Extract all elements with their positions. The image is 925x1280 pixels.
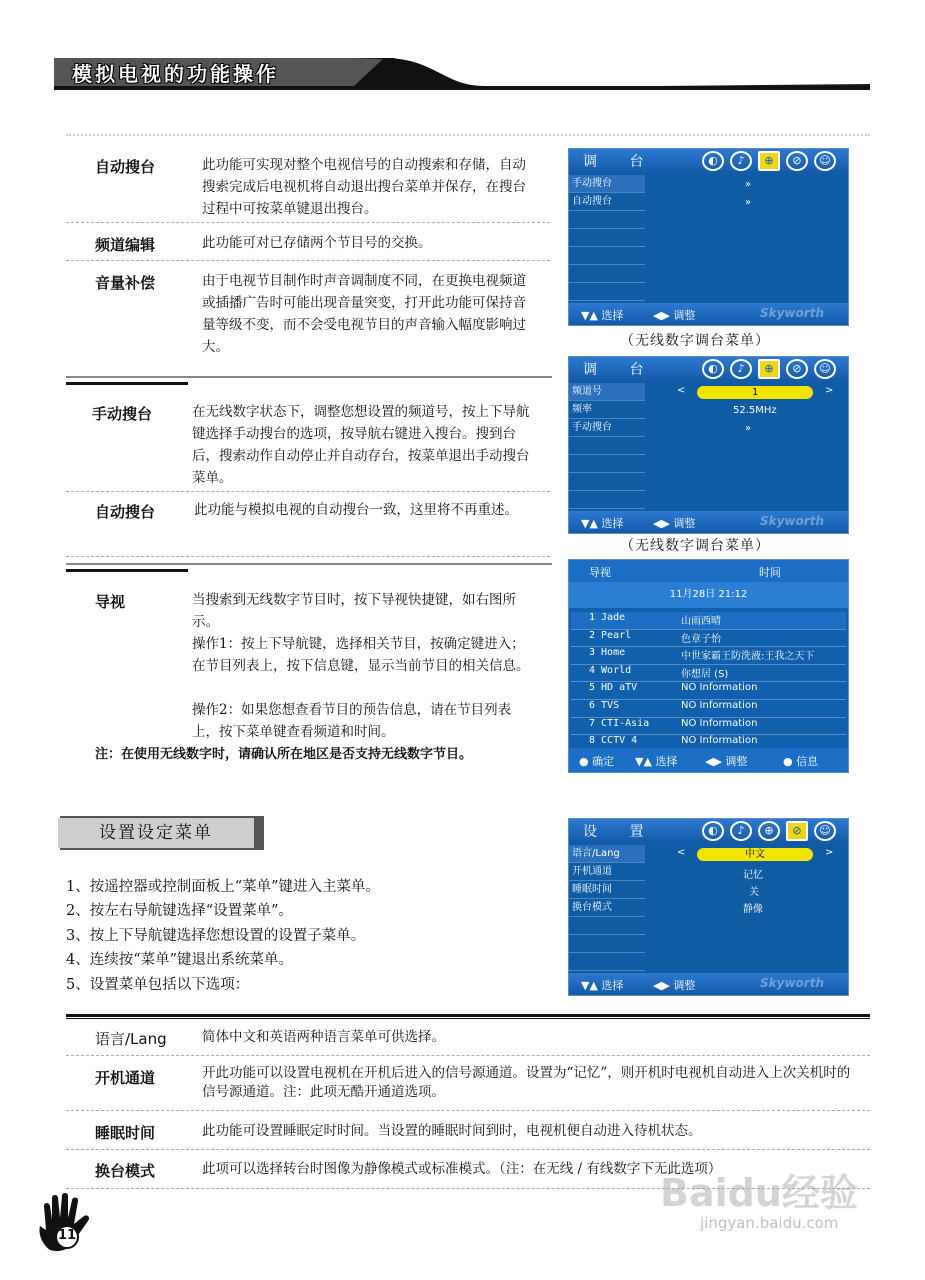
guide-row[interactable]	[571, 612, 846, 630]
menu-item[interactable]: 频率	[569, 401, 645, 419]
guide-program: NO Information	[681, 735, 758, 747]
desc-volume-comp: 由于电视节目制作时声音调制度不同，在更换电视频道或插播广告时可能出现音量突变，打开此功能可保持音量等级不变，而不会受电视节目的声音输入幅度影响过大。	[202, 273, 526, 355]
tv-title: 调 台	[583, 362, 658, 378]
rule	[66, 569, 188, 572]
function-icon: ☺	[814, 151, 836, 171]
divider	[66, 556, 550, 557]
tv-menu-manual-scan: 调 台 ◐ ♪ ⊕ ⊘ ☺ 频道号 频率 手动搜台 < 1 > 52.5MHz » ▼▲ 选择 ◀▶ 调整 Skyworth	[568, 356, 849, 534]
footer-adjust: ◀▶ 调整	[653, 979, 696, 992]
desc-language: 简体中文和英语两种语言菜单可供选择。	[202, 1029, 445, 1045]
tv-title: 调 台	[583, 154, 658, 170]
term-power-on-source: 开机通道	[95, 1069, 156, 1087]
guide-row[interactable]	[571, 718, 846, 736]
tv-menu-scan	[568, 148, 849, 326]
desc-channel-edit: 此功能可对已存储两个节目号的交换。	[202, 235, 432, 251]
guide-row[interactable]	[571, 682, 846, 700]
channel-value[interactable]: 1	[697, 386, 813, 399]
frequency-value: 52.5MHz	[733, 405, 777, 416]
guide-row[interactable]	[571, 665, 846, 683]
watermark-url: jingyan.baidu.com	[700, 1214, 839, 1232]
brand-logo: Skyworth	[760, 514, 824, 528]
step: 3、按上下导航键选择您想设置的设置子菜单。	[66, 927, 366, 944]
desc-guide: 当搜索到无线数字节目时，按下导视快捷键，如右图所示。	[192, 592, 516, 630]
guide-channel: 7 CTI-Asia	[589, 717, 650, 729]
guide-channel: 6 TVS	[589, 699, 620, 711]
rule	[66, 1018, 870, 1019]
term-auto-scan: 自动搜台	[95, 158, 156, 176]
guide-channel: 1 Jade	[589, 612, 626, 623]
note: 注：在使用无线数字时，请确认所在地区是否支持无线数字节目。	[95, 747, 473, 762]
menu-value: »	[745, 179, 752, 190]
menu-item[interactable]: 自动搜台	[569, 193, 645, 211]
term-switch-mode: 换台模式	[95, 1162, 156, 1180]
term-channel-edit: 频道编辑	[95, 236, 156, 254]
footer-ok: ● 确定	[579, 755, 615, 768]
sound-icon: ♪	[730, 359, 752, 379]
term-auto-scan-digital: 自动搜台	[95, 503, 156, 521]
footer-adjust: ◀▶ 调整	[705, 755, 748, 768]
desc-switch-mode: 此项可以选择转台时图像为静像模式或标准模式。（注：在无线 / 有线数字下无此选项）	[202, 1161, 722, 1177]
guide-program: 色章子怡	[681, 633, 721, 645]
menu-value: »	[745, 197, 752, 208]
scan-value: »	[745, 423, 752, 434]
brand-logo: Skyworth	[760, 306, 824, 320]
desc-auto-scan-digital: 此功能与模拟电视的自动搜台一致，这里将不再重述。	[194, 502, 518, 518]
footer-select: ▼▲ 选择	[581, 309, 624, 322]
sound-icon: ♪	[730, 821, 752, 841]
guide-channel: 4 World	[589, 664, 632, 676]
term-sleep-timer: 睡眠时间	[95, 1124, 156, 1142]
tv-guide	[568, 559, 849, 773]
page-number: 11	[57, 1228, 77, 1243]
menu-value: 静像	[743, 904, 763, 915]
menu-item[interactable]: 换台模式	[569, 899, 645, 917]
channel-icon: ⊕	[758, 821, 780, 841]
desc-guide-op1: 操作1：按上下导航键，选择相关节目，按确定键进入；在节目列表上，按下信息键，显示当前节目的相关信息。	[192, 636, 530, 674]
footer-select: ▼▲ 选择	[581, 517, 624, 530]
rule	[66, 382, 188, 385]
desc-guide-op2: 操作2：如果您想查看节目的预告信息，请在节目列表上，按下菜单键查看频道和时间。	[192, 702, 512, 740]
footer-adjust: ◀▶ 调整	[653, 309, 696, 322]
footer-info: ● 信息	[783, 755, 819, 768]
guide-row[interactable]	[571, 647, 846, 665]
language-value[interactable]: 中文	[697, 848, 813, 861]
settings-icon: ⊘	[786, 359, 808, 379]
menu-item[interactable]: 频道号	[569, 383, 645, 401]
watermark: Baidu经验	[660, 1171, 858, 1215]
desc-auto-scan: 此功能可实现对整个电视信号的自动搜索和存储，自动搜索完成后电视机将自动退出搜台菜单并保存，在搜台过程中可按菜单键退出搜台。	[202, 157, 526, 217]
menu-item[interactable]: 手动搜台	[569, 419, 645, 437]
footer-select: ▼▲ 选择	[635, 755, 678, 768]
brand-logo: Skyworth	[760, 976, 824, 990]
page-title: 模拟电视的功能操作	[72, 62, 279, 86]
tv-title: 设 置	[583, 824, 658, 840]
guide-program: NO Information	[681, 682, 758, 694]
function-icon: ☺	[814, 359, 836, 379]
caption: （无线数字调台菜单）	[620, 538, 770, 554]
divider	[66, 260, 550, 261]
step: 1、按遥控器或控制面板上“菜单”键进入主菜单。	[66, 879, 381, 895]
desc-manual-scan: 在无线数字状态下，调整您想设置的频道号，按上下导航键选择手动搜台的选项，按导航右键进入搜台。搜到台后，搜索动作自动停止并自动存台，按菜单退出手动搜台菜单。	[192, 404, 530, 486]
footer-select: ▼▲ 选择	[581, 979, 624, 992]
guide-program: NO Information	[681, 717, 758, 729]
menu-value: 关	[749, 887, 759, 898]
settings-icon: ⊘	[786, 151, 808, 171]
menu-item[interactable]: 语言/Lang	[569, 845, 645, 863]
guide-row[interactable]	[571, 700, 846, 718]
guide-channel: 2 Pearl	[589, 629, 632, 641]
step: 2、按左右导航键选择“设置菜单”。	[66, 903, 294, 920]
caption: （无线数字调台菜单）	[620, 333, 770, 349]
hand-icon	[36, 1190, 98, 1256]
channel-icon: ⊕	[758, 151, 780, 171]
guide-list	[571, 612, 846, 753]
picture-icon: ◐	[702, 359, 724, 379]
guide-program: 中世家霸王防洗液:王我之天下	[681, 651, 815, 663]
settings-icon: ⊘	[786, 821, 808, 841]
menu-item[interactable]: 手动搜台	[569, 175, 645, 193]
desc-power-on-source: 开此功能可以设置电视机在开机后进入的信号源通道。设置为“记忆”，则开机时电视机自动进入上次关机时的信号源通道。注：此项无酷开通道选项。	[202, 1065, 851, 1100]
function-icon: ☺	[814, 821, 836, 841]
guide-program: NO Information	[681, 699, 758, 711]
guide-program: 你想居 (S)	[681, 668, 729, 680]
term-volume-comp: 音量补偿	[95, 274, 156, 292]
menu-item[interactable]: 开机通道	[569, 863, 645, 881]
rule	[66, 376, 552, 378]
rule	[66, 563, 552, 565]
guide-channel: 3 Home	[589, 647, 626, 659]
desc-sleep-timer: 此功能可设置睡眠定时时间。当设置的睡眠时间到时，电视机便自动进入待机状态。	[202, 1123, 702, 1139]
guide-date: 11月28日 21:12	[569, 582, 848, 608]
rule	[66, 1014, 870, 1017]
term-manual-scan: 手动搜台	[92, 405, 153, 423]
guide-channel: 8 CCTV 4	[589, 735, 638, 747]
step: 5、设置菜单包括以下选项：	[66, 976, 250, 993]
tv-menu-settings: 设 置 ◐ ♪ ⊕ ⊘ ☺ 语言/Lang 开机通道 睡眠时间 换台模式 < 中文 > 记忆 关 静像 ▼▲ 选择 ◀▶ 调整 Skyworth	[568, 818, 849, 996]
settings-heading: 设置设定菜单	[58, 818, 254, 848]
sound-icon: ♪	[730, 151, 752, 171]
term-language: 语言/Lang	[95, 1030, 167, 1048]
divider	[66, 222, 550, 223]
divider	[66, 491, 550, 492]
divider	[66, 134, 870, 136]
term-guide: 导视	[95, 593, 126, 611]
guide-channel: 5 HD aTV	[589, 682, 638, 694]
picture-icon: ◐	[702, 151, 724, 171]
step: 4、连续按“菜单”键退出系统菜单。	[66, 952, 294, 969]
channel-icon: ⊕	[758, 359, 780, 379]
guide-row[interactable]	[571, 630, 846, 648]
steps-list	[66, 875, 380, 997]
divider	[66, 1055, 870, 1056]
menu-item[interactable]: 睡眠时间	[569, 881, 645, 899]
menu-value: 记忆	[743, 870, 763, 881]
guide-col-title: 导视	[589, 566, 611, 579]
footer-adjust: ◀▶ 调整	[653, 517, 696, 530]
guide-program: 山雨西晴	[681, 616, 721, 627]
picture-icon: ◐	[702, 821, 724, 841]
divider	[66, 1110, 870, 1111]
divider	[66, 1149, 870, 1150]
guide-col-time: 时间	[759, 566, 781, 579]
